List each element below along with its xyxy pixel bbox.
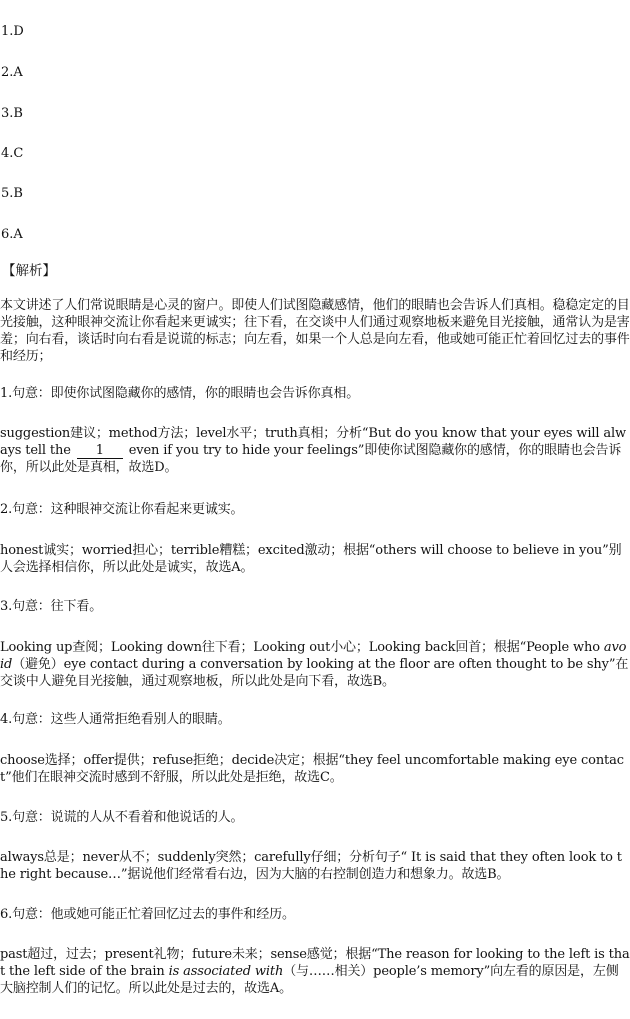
item-4-sentence: 4.句意：这些人通常拒绝看别人的眼睛。 xyxy=(0,712,231,727)
item-6-sentence: 6.句意：他或她可能正忙着回忆过去的事件和经历。 xyxy=(0,907,295,922)
item-1-expl-part-b: even if you try to hide your feelings”即使你试图隐藏你的感情，你的眼睛也会告诉你，所以此处是真相，故选D。 xyxy=(0,443,622,475)
item-3-sentence: 3.句意：往下看。 xyxy=(0,599,103,614)
item-3-expl-part-a: Looking up查阅；Looking down往下看；Looking out小心；Looking back回首；根据“People who xyxy=(0,640,604,655)
item-4-explanation: choose选择；offer提供；refuse拒绝；decide决定；根据“they feel uncomfortable making eye contact”他们在眼神交流时感到不舒服，所以此处是拒绝，故选C。 xyxy=(0,753,624,785)
blank-1: 1 xyxy=(77,444,123,459)
item-6-expl-part-a: past超过，过去；present礼物；future未来；sense感觉；根据“The reason for looking to the left is that the left side of the brain xyxy=(0,947,630,979)
item-1-explanation xyxy=(0,425,630,476)
answer-4: 4.C xyxy=(1,146,24,161)
passage-summary: 本文讲述了人们常说眼睛是心灵的窗户。即使人们试图隐藏感情，他们的眼睛也会告诉人们真相。稳稳定定的目光接触，这种眼神交流让你看起来更诚实；往下看，在交谈中人们通过观察地板来避免目光接触，通常认为是害羞；向右看，谈话时向右看是说谎的标志；向左看，如果一个人总是向左看，他或她可能正忙着回忆过去的事件和经历； xyxy=(0,298,630,364)
analysis-heading: 【解析】 xyxy=(2,263,56,279)
item-2-explanation: honest诚实；worried担心；terrible糟糕；excited激动；根据“others will choose to believe in you”别人会选择相信你，所以此处是诚实，故选A。 xyxy=(0,543,622,575)
item-3-expl-part-b: （避免）eye contact during a conversation by looking at the floor are often thought to be shy”在交谈中人避免目光接触，通过观察地板，所以此处是向下看，故选B。 xyxy=(0,657,629,689)
item-2-sentence: 2.句意：这种眼神交流让你看起来更诚实。 xyxy=(0,502,244,517)
item-6-italic-phrase: is associated with xyxy=(168,964,284,979)
answer-3: 3.B xyxy=(1,106,23,121)
item-6-explanation xyxy=(0,946,630,997)
answer-1: 1.D xyxy=(1,24,24,39)
item-3-explanation xyxy=(0,639,630,690)
item-5-sentence: 5.句意：说谎的人从不看着和他说话的人。 xyxy=(0,810,244,825)
item-5-explanation: always总是；never从不；suddenly突然；carefully仔细；分析句子“ It is said that they often look to the right because…”据说他们经常看右边，因为大脑的右控制创造力和想象力。故选B。 xyxy=(0,850,622,882)
answer-6: 6.A xyxy=(1,227,23,242)
item-1-sentence: 1.句意：即使你试图隐藏你的感情，你的眼睛也会告诉你真相。 xyxy=(0,386,360,401)
answer-5: 5.B xyxy=(1,186,23,201)
item-3-italic-word: avoid xyxy=(0,640,627,672)
answer-2: 2.A xyxy=(1,65,23,80)
item-6-expl-part-b: （与……相关）people’s memory”向左看的原因是，左侧大脑控制人们的记忆。所以此处是过去的，故选A。 xyxy=(0,964,619,996)
item-1-expl-part-a: suggestion建议；method方法；level水平；truth真相；分析“But do you know that your eyes will always tell the xyxy=(0,426,626,458)
